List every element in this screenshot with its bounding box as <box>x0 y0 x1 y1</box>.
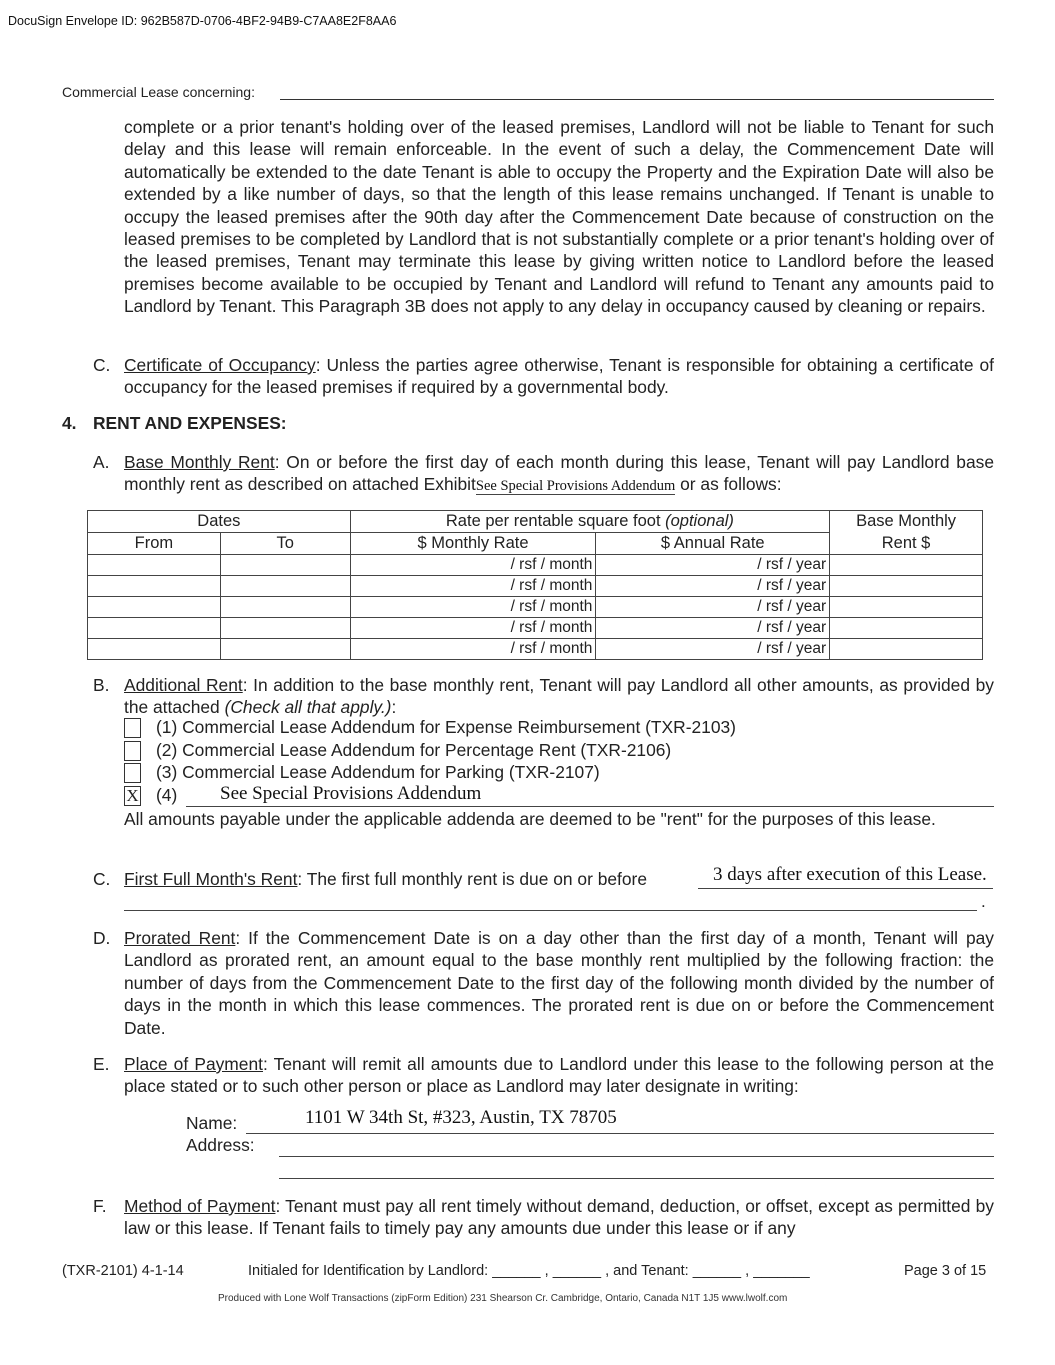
item-3c-title: Certificate of Occupancy <box>124 355 316 375</box>
item-3c-letter: C. <box>93 355 111 375</box>
monthly-rate-cell[interactable]: / rsf / month <box>350 555 596 576</box>
from-cell[interactable] <box>88 639 221 660</box>
item-4f-text: : Tenant must pay all rent timely without demand, deduction, or offset, except as permitted by law or this lease. If Tenant fails to timely pay any amounts due under this lease or if any <box>124 1196 994 1239</box>
address-line-1[interactable] <box>279 1156 994 1157</box>
first-rent-due-line <box>698 888 993 889</box>
name-label: Name: <box>186 1113 238 1133</box>
first-rent-due-field[interactable]: 3 days after execution of this Lease. <box>713 864 987 885</box>
page-number: Page 3 of 15 <box>904 1263 987 1279</box>
table-row <box>88 555 983 576</box>
monthly-rate-cell[interactable]: / rsf / month <box>350 639 596 660</box>
option-3-num: (3) <box>156 762 178 782</box>
table-row <box>88 618 983 639</box>
base-rent-cell[interactable] <box>830 639 983 660</box>
rate-header-optional: (optional) <box>665 512 734 530</box>
item-3c-text: : Unless the parties agree otherwise, Tenant is responsible for obtaining a certificate of occupancy for the leased premises if required by a governmental body. <box>124 355 994 398</box>
item-4c-period: . <box>981 892 986 911</box>
from-cell[interactable] <box>88 597 221 618</box>
item-4d-letter: D. <box>93 928 111 948</box>
form-id: (TXR-2101) 4-1-14 <box>62 1263 184 1279</box>
name-line <box>246 1133 994 1134</box>
table-row <box>88 639 983 660</box>
item-4f-letter: F. <box>93 1196 107 1216</box>
item-4e-letter: E. <box>93 1054 110 1074</box>
checkbox-percentage-rent[interactable] <box>124 741 141 761</box>
address-label: Address: <box>186 1135 255 1155</box>
to-cell[interactable] <box>220 576 350 597</box>
option-2 <box>156 740 671 761</box>
annual-rate-cell[interactable]: / rsf / year <box>596 618 830 639</box>
base-monthly-header: Base Monthly <box>830 511 983 533</box>
base-rent-cell[interactable] <box>830 576 983 597</box>
item-4b-check-note: (Check all that apply.) <box>224 697 392 718</box>
to-header: To <box>220 533 350 555</box>
option-4-line <box>186 806 994 807</box>
item-4a-text: : On or before the first day of each month during this lease, Tenant will pay Landlord base monthly rent as described on attached Exhibit <box>124 452 995 495</box>
item-4b-letter: B. <box>93 675 110 695</box>
table-header-row <box>88 511 983 533</box>
monthly-rate-header: $ Monthly Rate <box>350 533 596 555</box>
annual-rate-cell[interactable]: / rsf / year <box>596 576 830 597</box>
item-4b-closing: All amounts payable under the applicable addenda are deemed to be "rent" for the purposes of this lease. <box>124 809 936 829</box>
option-1-num: (1) <box>156 717 178 737</box>
checkbox-expense-reimbursement[interactable] <box>124 718 141 738</box>
first-rent-due-line-2 <box>124 910 977 911</box>
table-row <box>88 576 983 597</box>
exhibit-field[interactable]: See Special Provisions Addendum <box>475 478 676 495</box>
from-cell[interactable] <box>88 555 221 576</box>
base-monthly-header-2: Rent $ <box>830 533 983 555</box>
option-4-num: (4) <box>156 785 178 805</box>
annual-rate-header: $ Annual Rate <box>596 533 830 555</box>
docusign-envelope-id: DocuSign Envelope ID: 962B587D-0706-4BF2-94B9-C7AA8E2F8AA6 <box>8 14 397 28</box>
option-2-label: Commercial Lease Addendum for Percentage Rent (TXR-2106) <box>182 740 672 760</box>
option-4-field[interactable]: See Special Provisions Addendum <box>220 783 482 804</box>
item-4b-text: : In addition to the base monthly rent, Tenant will pay Landlord all other amounts, as provided by the attached <box>124 675 994 718</box>
from-cell[interactable] <box>88 618 221 639</box>
to-cell[interactable] <box>220 639 350 660</box>
dates-header: Dates <box>88 511 351 533</box>
intro-paragraph: complete or a prior tenant's holding over of the leased premises, Landlord will not be liable to Tenant for such delay and this lease will remain enforceable. In the event of such a delay, the Commencement Date will automatically be extended to the date Tenant is able to occupy the Property and the Expiration Date will also be extended by a like number of days, so that the length of this lease remains unchanged. If Tenant is unable to occupy the leased premises after the 90th day after the Commencement Date because of construction on the leased premises to be completed by Landlord that is not substantially complete or a prior tenant's holding over of the leased premises, Tenant may terminate this lease by giving written notice to Landlord before the leased premises become available to be occupied by Tenant and Landlord will refund to Tenant any amounts paid to Landlord by Tenant. This Paragraph 3B does not apply to any delay in occupancy caused by cleaning or repairs. <box>124 117 994 317</box>
annual-rate-cell[interactable]: / rsf / year <box>596 597 830 618</box>
checkbox-other[interactable]: X <box>124 786 141 806</box>
item-4f-title: Method of Payment <box>124 1196 276 1216</box>
item-4b <box>93 674 994 720</box>
rent-schedule-table <box>87 510 983 660</box>
item-4e-title: Place of Payment <box>124 1054 263 1074</box>
header-label: Commercial Lease concerning: <box>62 84 255 100</box>
from-header: From <box>88 533 221 555</box>
item-4a-title: Base Monthly Rent <box>124 452 275 472</box>
address-line-2[interactable] <box>279 1178 994 1179</box>
base-rent-cell[interactable] <box>830 618 983 639</box>
to-cell[interactable] <box>220 597 350 618</box>
item-4c-letter: C. <box>93 869 111 889</box>
item-4e-text: : Tenant will remit all amounts due to Landlord under this lease to the following person at the place stated or to such other person or place as Landlord may later designate in writing: <box>124 1054 994 1097</box>
option-3-label: Commercial Lease Addendum for Parking (TXR-2107) <box>182 762 600 782</box>
option-3 <box>156 762 600 783</box>
item-4a-letter: A. <box>93 452 110 472</box>
section-4-title: RENT AND EXPENSES: <box>93 413 287 433</box>
item-4d-title: Prorated Rent <box>124 928 236 948</box>
monthly-rate-cell[interactable]: / rsf / month <box>350 597 596 618</box>
checkbox-parking[interactable] <box>124 763 141 783</box>
section-4-number: 4. <box>62 413 77 433</box>
item-4c <box>93 868 713 890</box>
base-rent-cell[interactable] <box>830 597 983 618</box>
rate-header-text: Rate per rentable square foot <box>445 512 666 530</box>
section-4-heading <box>62 413 462 435</box>
rate-header <box>350 511 829 533</box>
option-2-num: (2) <box>156 740 178 760</box>
produced-by: Produced with Lone Wolf Transactions (zipForm Edition) 231 Shearson Cr. Cambridge, Ontario, Canada N1T 1J5 www.lwolf.com <box>218 1293 788 1304</box>
to-cell[interactable] <box>220 555 350 576</box>
item-4c-title: First Full Month's Rent <box>124 869 298 889</box>
base-rent-cell[interactable] <box>830 555 983 576</box>
option-1-label: Commercial Lease Addendum for Expense Reimbursement (TXR-2103) <box>182 717 736 737</box>
item-4c-text: : The first full monthly rent is due on or before <box>297 869 648 889</box>
annual-rate-cell[interactable]: / rsf / year <box>596 555 830 576</box>
monthly-rate-cell[interactable]: / rsf / month <box>350 576 596 597</box>
annual-rate-cell[interactable]: / rsf / year <box>596 639 830 660</box>
to-cell[interactable] <box>220 618 350 639</box>
from-cell[interactable] <box>88 576 221 597</box>
name-field[interactable]: 1101 W 34th St, #323, Austin, TX 78705 <box>305 1107 617 1128</box>
initials-line: Initialed for Identification by Landlord: ______ , ______ , and Tenant: ______ , _______ <box>248 1263 810 1279</box>
item-4d-text: : If the Commencement Date is on a day other than the first day of a month, Tenant will pay Landlord as prorated rent, an amount equal to the base monthly rent multiplied by the following fraction: the number of days from the Commencement Date to the first day of the following month divided by the number of days in the month in which this lease commences. The prorated rent is due on or before the Commencement Date. <box>124 928 994 1038</box>
item-4a-text-after: or as follows: <box>675 474 782 495</box>
option-1 <box>156 717 736 738</box>
item-4b-colon: : <box>391 697 397 718</box>
item-4b-title: Additional Rent <box>124 675 243 695</box>
header-property-line <box>280 99 994 100</box>
table-subheader-row <box>88 533 983 555</box>
monthly-rate-cell[interactable]: / rsf / month <box>350 618 596 639</box>
table-row <box>88 597 983 618</box>
